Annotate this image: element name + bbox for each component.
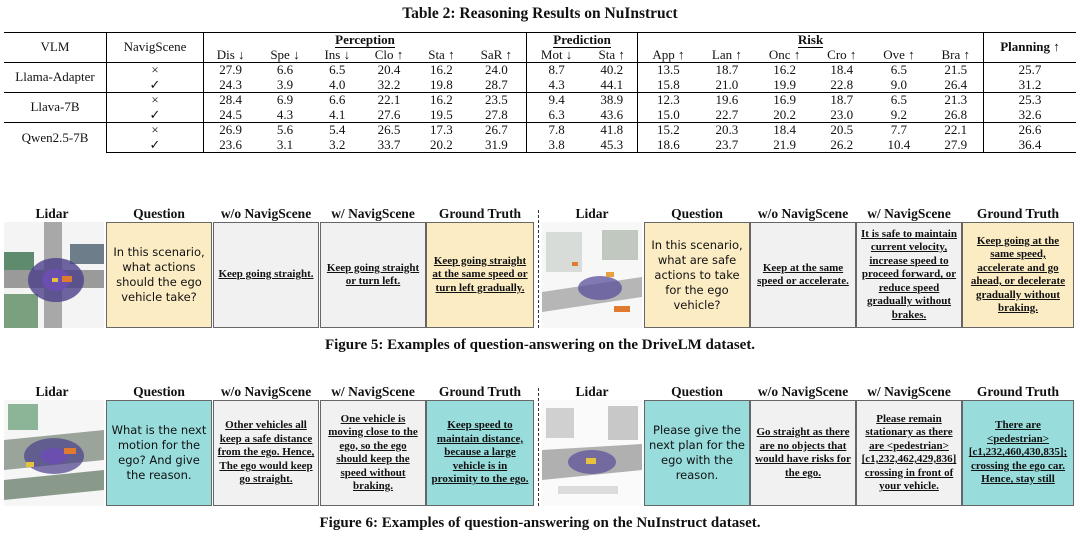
- group-risk: Risk: [638, 33, 984, 48]
- table-cell: 13.5: [638, 63, 699, 78]
- table-cell: 17.3: [416, 123, 467, 138]
- col-header: Onc ↑: [768, 46, 801, 62]
- figure-6-caption: Figure 6: Examples of question-answering on the NuInstruct dataset.: [319, 515, 761, 531]
- table-row: [4, 93, 1076, 108]
- header-with: w/ NavigScene: [867, 206, 951, 221]
- table-row: [4, 123, 1076, 138]
- table-cell: 4.1: [329, 106, 346, 122]
- header-lidar: Lidar: [35, 206, 69, 221]
- table-cell: 3.9: [276, 76, 294, 92]
- table-cell: 22.1: [928, 123, 983, 138]
- table-cell: 19.8: [430, 76, 453, 92]
- header-gt: Ground Truth: [438, 206, 522, 221]
- table-cell: 26.2: [814, 138, 869, 153]
- header-lidar: Lidar: [35, 384, 69, 399]
- header-with: w/ NavigScene: [331, 206, 415, 221]
- table-cell: 20.2: [773, 106, 796, 122]
- header-question: Question: [671, 384, 723, 399]
- table-cell: 22.7: [715, 106, 739, 122]
- table-cell: 36.4: [984, 138, 1077, 153]
- table-cell: 15.8: [657, 76, 680, 92]
- col-header: App ↑: [652, 46, 685, 62]
- header-with: w/ NavigScene: [867, 384, 951, 399]
- table-cell: 4.3: [548, 76, 565, 92]
- table-cell: 24.5: [219, 106, 243, 122]
- navigscene-mark: ✓: [107, 108, 204, 123]
- table-cell: 26.9: [204, 123, 258, 138]
- table-cell: 20.2: [416, 138, 467, 153]
- table-cell: 23.5: [467, 93, 527, 108]
- table-cell: 6.5: [313, 63, 362, 78]
- table-row: [4, 63, 1076, 78]
- model-name: Qwen2.5-7B: [4, 123, 107, 153]
- table-cell: 26.5: [362, 123, 416, 138]
- f6r-with: Please remain stationary as there are <pedestrian> [c1,232,462,429,836] crossing in front of your vehicle.: [856, 400, 962, 506]
- col-header: Ins ↓: [324, 46, 351, 62]
- table-cell: 24.3: [219, 76, 243, 92]
- col-header: Clo ↑: [374, 46, 404, 62]
- table-cell: 10.4: [869, 138, 928, 153]
- table-cell: 33.7: [362, 138, 416, 153]
- navigscene-mark: ✓: [107, 78, 204, 93]
- table-cell: 8.7: [526, 63, 586, 78]
- table-cell: 6.5: [869, 93, 928, 108]
- table-cell: 38.9: [586, 93, 637, 108]
- table-cell: 6.3: [548, 106, 565, 122]
- header-question: Question: [671, 206, 723, 221]
- table-cell: 21.3: [928, 93, 983, 108]
- divider: [538, 388, 539, 506]
- table-cell: 3.2: [313, 138, 362, 153]
- table-cell: 26.8: [928, 108, 983, 123]
- table-cell: 15.0: [657, 106, 680, 122]
- lidar-image: [542, 400, 642, 506]
- table-cell: 6.6: [257, 63, 312, 78]
- table-row: [4, 138, 1076, 153]
- header-question: Question: [133, 206, 185, 221]
- table-cell: 9.4: [526, 93, 586, 108]
- lidar-image: [4, 400, 104, 506]
- table-cell: 6.5: [869, 63, 928, 78]
- model-name: Llava-7B: [4, 93, 107, 123]
- table-cell: 23.6: [204, 138, 258, 153]
- table-cell: 6.9: [257, 93, 312, 108]
- col-vlm: VLM: [4, 33, 107, 63]
- table-cell: 32.6: [1018, 106, 1042, 122]
- f6r-question: Please give the next plan for the ego with the reason.: [644, 400, 750, 506]
- table-cell: 16.2: [755, 63, 814, 78]
- table-cell: 18.4: [755, 123, 814, 138]
- table-cell: 26.7: [467, 123, 527, 138]
- header-lidar: Lidar: [575, 384, 609, 399]
- table-cell: 16.9: [755, 93, 814, 108]
- table-cell: 19.5: [430, 106, 453, 122]
- table-cell: 28.4: [204, 93, 258, 108]
- lidar-pointcloud-icon: [4, 400, 104, 506]
- table-cell: 21.9: [755, 138, 814, 153]
- col-planning: Planning ↑: [1000, 39, 1060, 55]
- table-cell: 23.7: [699, 138, 756, 153]
- f5r-gt: Keep going at the same speed, accelerate and go ahead, or decelerate gradually without braking.: [962, 222, 1074, 328]
- f5r-question: In this scenario, what are safe actions to take for the ego vehicle?: [644, 222, 750, 328]
- header-with: w/ NavigScene: [331, 384, 415, 399]
- table-cell: 3.8: [526, 138, 586, 153]
- divider: [538, 210, 539, 328]
- table-cell: 12.3: [638, 93, 699, 108]
- header-without: w/o NavigScene: [220, 384, 312, 399]
- table-cell: 9.2: [890, 106, 908, 122]
- table-cell: 5.6: [257, 123, 312, 138]
- table-cell: 21.0: [715, 76, 739, 92]
- table-cell: 44.1: [586, 78, 637, 93]
- table-row: [4, 78, 1076, 93]
- lidar-pointcloud-icon: [542, 222, 642, 328]
- col-header: Dis ↓: [216, 46, 245, 62]
- table-cell: 20.4: [362, 63, 416, 78]
- navigscene-mark: ×: [107, 93, 204, 108]
- f5r-without: Keep at the same speed or accelerate.: [750, 222, 856, 328]
- table-cell: 41.8: [586, 123, 637, 138]
- header-without: w/o NavigScene: [220, 206, 312, 221]
- table-cell: 24.0: [467, 63, 527, 78]
- table-title: Table 2: Reasoning Results on NuInstruct: [402, 5, 678, 22]
- navigscene-mark: ×: [107, 63, 204, 78]
- col-header: Cro ↑: [827, 46, 857, 62]
- table-cell: 22.8: [830, 76, 854, 92]
- f6l-with: One vehicle is moving close to the ego, so the ego should keep the speed without braking.: [320, 400, 426, 506]
- f5l-question: In this scenario, what actions should the ego vehicle take?: [106, 222, 212, 328]
- header-gt: Ground Truth: [976, 384, 1060, 399]
- header-gt: Ground Truth: [976, 206, 1060, 221]
- table-cell: 22.1: [362, 93, 416, 108]
- header-without: w/o NavigScene: [757, 206, 849, 221]
- lidar-image: [542, 222, 642, 328]
- table-cell: 16.2: [416, 63, 467, 78]
- table-cell: 19.9: [773, 76, 796, 92]
- table-cell: 18.7: [814, 93, 869, 108]
- table-cell: 18.4: [814, 63, 869, 78]
- col-header: Mot ↓: [540, 46, 573, 62]
- table-cell: 4.3: [276, 106, 294, 122]
- f6l-gt: Keep speed to maintain distance, because a large vehicle is in proximity to the ego.: [426, 400, 534, 506]
- lidar-pointcloud-icon: [4, 222, 104, 328]
- table-cell: 18.7: [699, 63, 756, 78]
- table-cell: 40.2: [586, 63, 637, 78]
- navigscene-mark: ×: [107, 123, 204, 138]
- col-header: Ove ↑: [883, 46, 915, 62]
- f5r-with: It is safe to maintain current velocity, increase speed to proceed forward, or reduce speed gradually without brakes.: [856, 222, 962, 328]
- table-cell: 4.0: [329, 76, 346, 92]
- table-cell: 45.3: [586, 138, 637, 153]
- figure-5-caption: Figure 5: Examples of question-answering on the DriveLM dataset.: [324, 337, 756, 353]
- lidar-image: [4, 222, 104, 328]
- table-cell: 23.0: [830, 106, 854, 122]
- f5l-with: Keep going straight or turn left.: [320, 222, 426, 328]
- f5l-gt: Keep going straight at the same speed or turn left gradually.: [426, 222, 534, 328]
- col-header: Bra ↑: [928, 48, 983, 63]
- table-cell: 32.2: [377, 76, 401, 92]
- table-cell: 26.4: [928, 78, 983, 93]
- lidar-pointcloud-icon: [542, 400, 642, 506]
- header-question: Question: [133, 384, 185, 399]
- col-header: Lan ↑: [711, 46, 742, 62]
- col-header: Sta ↑: [586, 48, 637, 63]
- table-cell: 5.4: [313, 123, 362, 138]
- table-cell: 27.9: [204, 63, 258, 78]
- table-cell: 27.8: [467, 108, 527, 123]
- table-cell: 27.6: [377, 106, 401, 122]
- f6l-without: Other vehicles all keep a safe distance from the ego. Hence, The ego would keep go straight.: [213, 400, 319, 506]
- col-header: Sta ↑: [428, 46, 455, 62]
- header-gt: Ground Truth: [438, 384, 522, 399]
- table-cell: 27.9: [928, 138, 983, 153]
- table-cell: 16.2: [416, 93, 467, 108]
- table-cell: 7.7: [869, 123, 928, 138]
- table-cell: 43.6: [586, 108, 637, 123]
- navigscene-mark: ✓: [107, 138, 204, 153]
- table-cell: 15.2: [638, 123, 699, 138]
- col-navigscene: NavigScene: [107, 33, 204, 63]
- table-cell: 19.6: [699, 93, 756, 108]
- table-cell: 28.7: [467, 78, 527, 93]
- table-cell: 20.5: [814, 123, 869, 138]
- table-cell: 3.1: [257, 138, 312, 153]
- table-cell: 20.3: [699, 123, 756, 138]
- header-lidar: Lidar: [575, 206, 609, 221]
- table-cell: 26.6: [984, 123, 1077, 138]
- f6r-without: Go straight as there are no objects that would have risks for the ego.: [750, 400, 856, 506]
- table-cell: 31.9: [467, 138, 527, 153]
- col-header: Spe ↓: [270, 46, 300, 62]
- table-cell: 25.3: [984, 93, 1077, 108]
- f6r-gt: There are <pedestrian> [c1,232,460,430,835]; crossing the ego car. Hence, stay still: [962, 400, 1074, 506]
- table-cell: 21.5: [928, 63, 983, 78]
- table-cell: 9.0: [890, 76, 908, 92]
- group-perception: Perception: [204, 33, 527, 48]
- table-cell: 6.6: [313, 93, 362, 108]
- f6l-question: What is the next motion for the ego? And give the reason.: [106, 400, 212, 506]
- table-cell: 31.2: [1018, 76, 1042, 92]
- table-row: [4, 108, 1076, 123]
- table-cell: 18.6: [638, 138, 699, 153]
- group-prediction: Prediction: [526, 33, 637, 48]
- f5l-without: Keep going straight.: [213, 222, 319, 328]
- header-without: w/o NavigScene: [757, 384, 849, 399]
- results-table: [4, 32, 1076, 153]
- table-cell: 7.8: [526, 123, 586, 138]
- model-name: Llama-Adapter: [4, 63, 107, 93]
- col-header: SaR ↑: [467, 48, 527, 63]
- table-cell: 25.7: [984, 63, 1077, 78]
